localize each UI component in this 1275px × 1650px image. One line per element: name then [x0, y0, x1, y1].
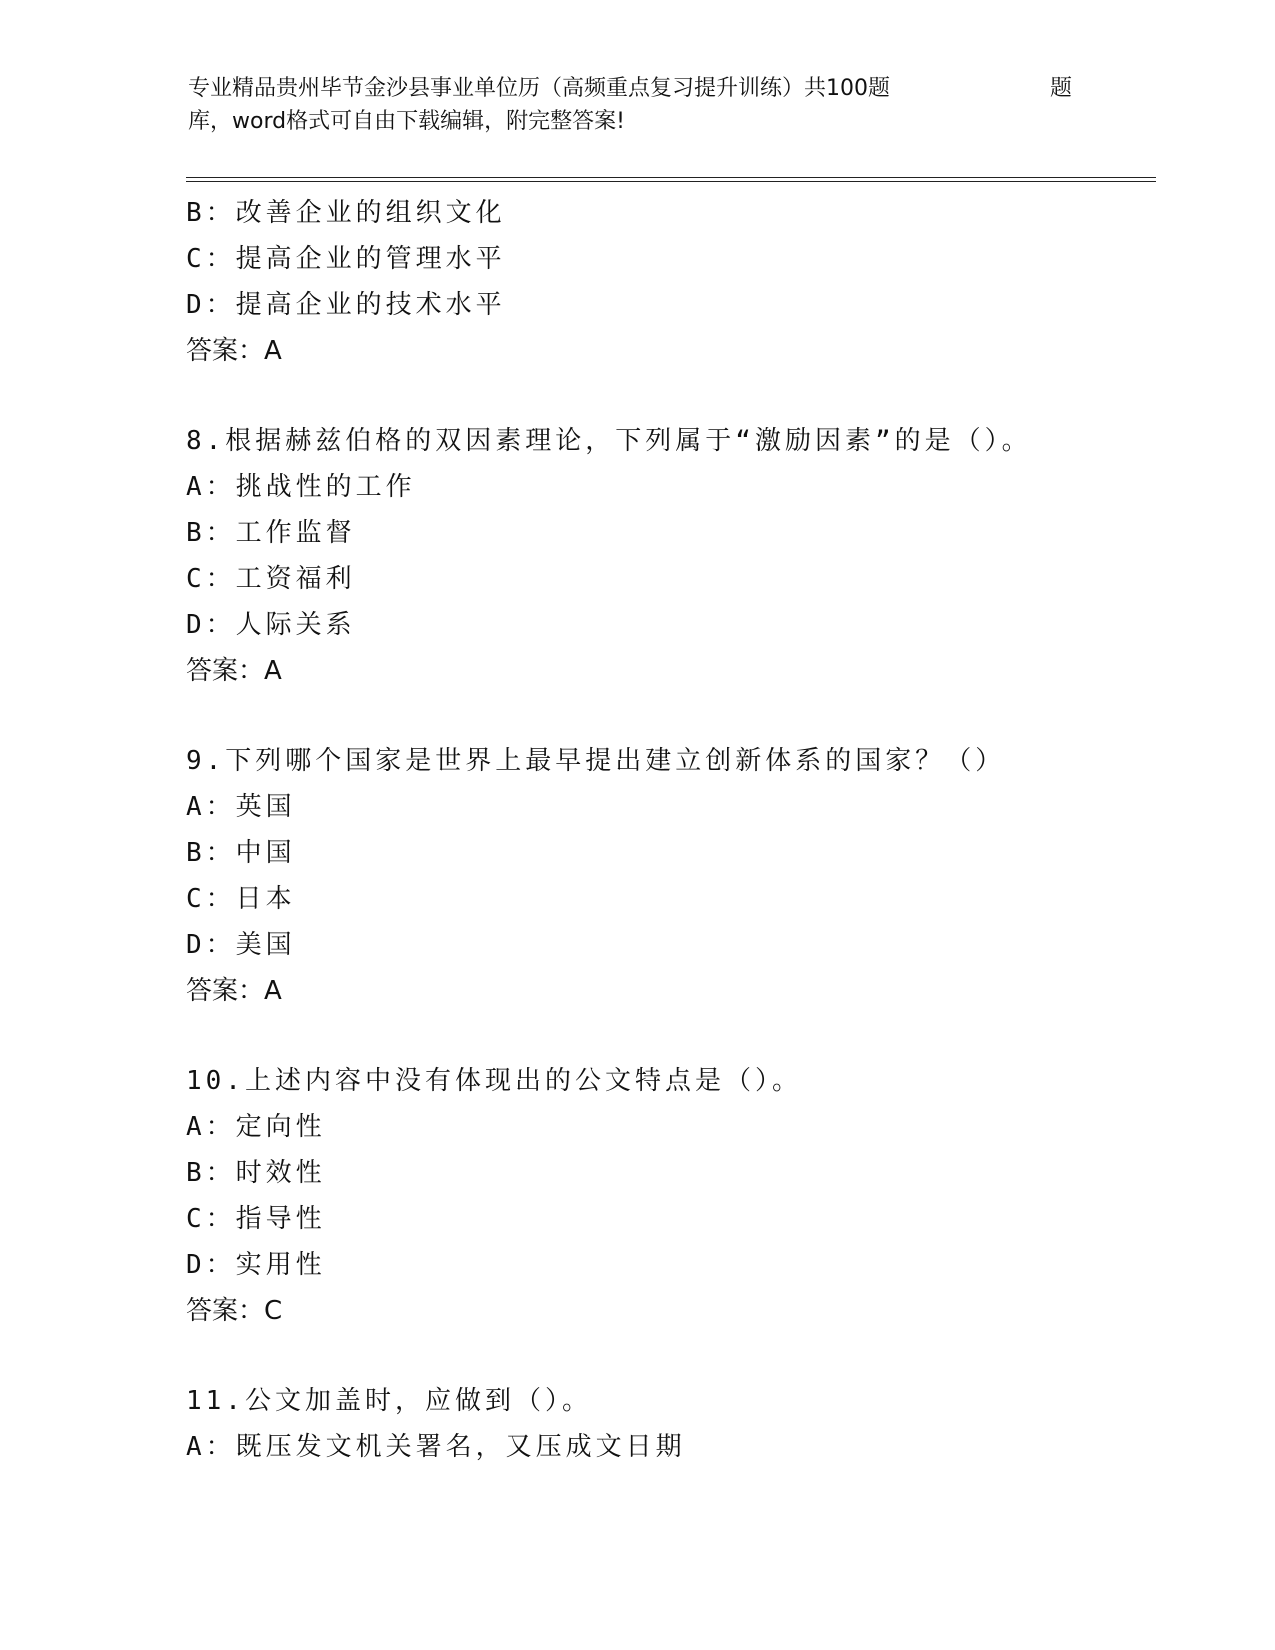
question-text: 9.下列哪个国家是世界上最早提出建立创新体系的国家？（） [186, 746, 1006, 776]
question-text: 8.根据赫兹伯格的双因素理论，下列属于“激励因素”的是（）。 [186, 426, 1032, 456]
option-b: B：工作监督 [186, 518, 356, 548]
option-d: D：实用性 [186, 1250, 326, 1280]
answer: 答案：C [186, 1296, 283, 1326]
question-10 [186, 1058, 1166, 1334]
header-divider [186, 177, 1156, 182]
option-c: C：工资福利 [186, 564, 356, 594]
option-a: A：定向性 [186, 1112, 326, 1142]
document-header [188, 72, 1088, 138]
header-title-line1: 专业精品贵州毕节金沙县事业单位历（高频重点复习提升训练）共100题 [188, 76, 890, 101]
option-c: C：提高企业的管理水平 [186, 244, 506, 274]
option-b: B：时效性 [186, 1158, 326, 1188]
question-text: 10.上述内容中没有体现出的公文特点是（）。 [186, 1066, 802, 1096]
option-a: A：挑战性的工作 [186, 472, 416, 502]
answer: 答案：A [186, 656, 282, 686]
option-a: A：既压发文机关署名，又压成文日期 [186, 1432, 686, 1462]
answer: 答案：A [186, 336, 282, 366]
option-b: B：改善企业的组织文化 [186, 198, 506, 228]
option-c: C：日本 [186, 884, 296, 914]
question-11-partial [186, 1378, 1166, 1470]
header-title-tail: 题 [1050, 76, 1073, 101]
answer: 答案：A [186, 976, 282, 1006]
question-list [186, 190, 1166, 1470]
option-d: D：美国 [186, 930, 296, 960]
option-d: D：人际关系 [186, 610, 356, 640]
question-9 [186, 738, 1166, 1014]
question-7-partial [186, 190, 1166, 374]
option-b: B：中国 [186, 838, 296, 868]
header-title-line2: 库，word格式可自由下载编辑，附完整答案! [188, 109, 625, 134]
question-8 [186, 418, 1166, 694]
option-d: D：提高企业的技术水平 [186, 290, 506, 320]
question-text: 11.公文加盖时，应做到（）。 [186, 1386, 592, 1416]
option-c: C：指导性 [186, 1204, 326, 1234]
option-a: A：英国 [186, 792, 296, 822]
